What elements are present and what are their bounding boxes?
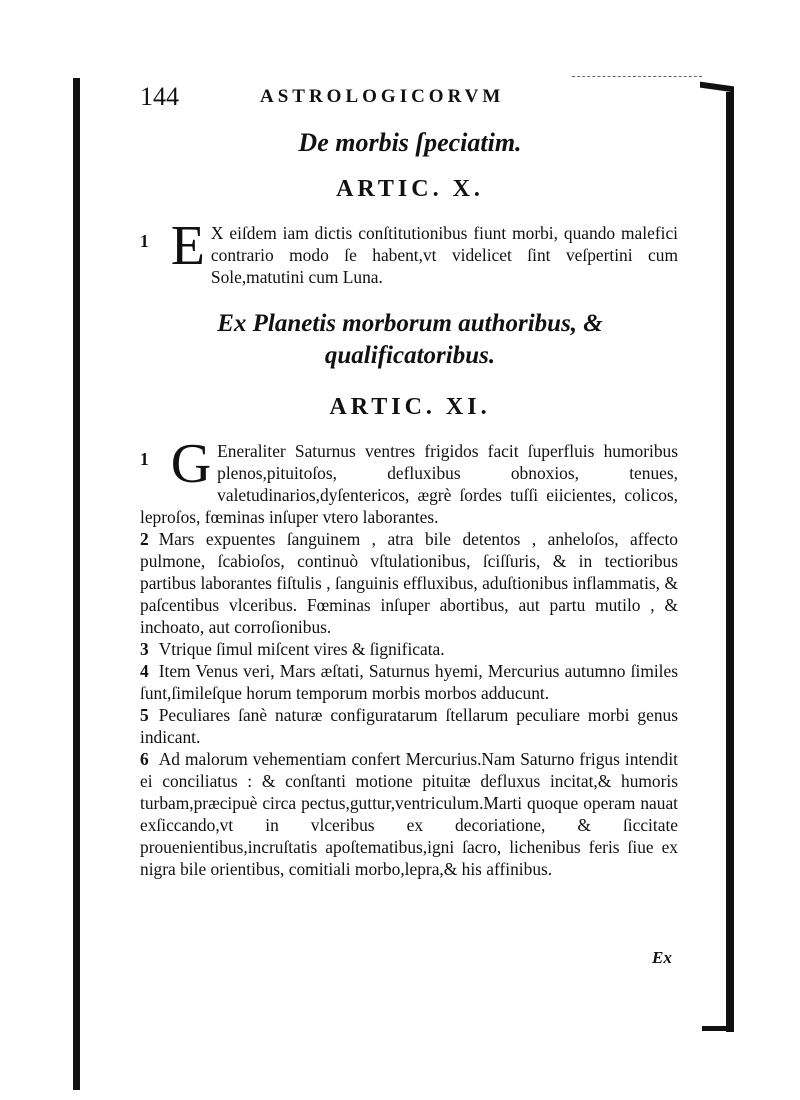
paragraph-text: Peculiares ſanè naturæ configuratarum ſtellarum peculiare morbi genus indicant.: [140, 705, 678, 747]
paragraph: [140, 528, 678, 638]
article-11-body: [140, 433, 678, 880]
paragraph-number: 5: [140, 705, 149, 725]
running-head: ASTROLOGICORVM: [260, 86, 505, 107]
section-heading-1: De morbis ſpeciatim.: [298, 128, 522, 157]
paragraph-number: 3: [140, 639, 149, 659]
right-page-edge-bottom: [702, 1026, 734, 1031]
paragraph-text: Ad malorum vehementiam confert Mercurius.Nam Saturno frigus intendit ei conciliatus : & conſtanti motione pituitæ defluxus incitat,& humoris turbam,præcipuè circa pectus,guttur,ventriculum.Marti quoque operam nauat exſiccando,vt in vlceribus ex decoriatione, & ſiccitate prouenientibus,incruſtatis apoſtematibus,igni ſacro, lichenibus feris ſiue ex nigra bile orientibus, comitiali morbo,lepra,& his affinibus.: [140, 749, 678, 879]
drop-cap: G: [170, 433, 212, 495]
catchword: Ex: [652, 948, 672, 967]
page-number: 144: [140, 82, 179, 111]
paragraph: [140, 433, 678, 528]
paragraph-text: Vtrique ſimul miſcent vires & ſignificata.: [158, 639, 445, 659]
paragraph: [140, 704, 678, 748]
drop-cap: E: [170, 215, 205, 277]
section-heading-2-line2: qualificatoribus.: [324, 342, 496, 369]
section-heading-2-line1: Ex Planetis morborum authoribus, &: [217, 310, 603, 337]
paragraph-number: 6: [140, 749, 149, 769]
paragraph: [140, 660, 678, 704]
article-heading-10: ARTIC. X.: [336, 176, 484, 202]
paragraph-number: 4: [140, 661, 149, 681]
paragraph-text: Eneraliter Saturnus ventres frigidos facit ſuperfluis humoribus plenos,pituitoſos, defluxibus obnoxios, tenues, valetudinarios,dyſentericos, ægrè ſordes tuſſi eiicientes, colicos, leproſos, fœminas inſuper vtero laborantes.: [140, 441, 678, 527]
right-page-edge-top: [700, 82, 734, 93]
paragraph-number: 1: [140, 449, 149, 469]
page-header: [140, 82, 700, 122]
paragraph-number: 1: [140, 231, 149, 251]
paragraph-text: Item Venus veri, Mars æſtati, Saturnus hyemi, Mercurius autumno ſimiles ſunt,ſimileſque horum temporum morbis morbos adducunt.: [140, 661, 678, 703]
top-edge-mark: [572, 76, 702, 77]
paragraph: [140, 748, 678, 880]
right-page-edge: [726, 92, 734, 1032]
paragraph: [140, 638, 678, 660]
paragraph: [140, 215, 678, 288]
paragraph-number: 2: [140, 529, 149, 549]
paragraph-text: Mars expuentes ſanguinem , atra bile detentos , anheloſos, affecto pulmone, ſcabioſos, continuò vſtulationibus, ſciſſuris, & in tectioribus partibus laborantes fiſtulis , ſanguinis effluxibus, aduſtionibus inflammatis, & paſcentibus vlceribus. Fœminas inſuper abortibus, aut partu mutilo , & inchoato, aut corroſionibus.: [140, 529, 678, 637]
article-heading-11: ARTIC. XI.: [329, 394, 491, 420]
paragraph-text: X eiſdem iam dictis conſtitutionibus fiunt morbi, quando malefici contrario modo ſe habent,vt videlicet ſint veſpertini cum Sole,matutini cum Luna.: [210, 223, 678, 287]
article-10-body: [140, 215, 678, 288]
left-page-edge: [73, 78, 80, 1090]
